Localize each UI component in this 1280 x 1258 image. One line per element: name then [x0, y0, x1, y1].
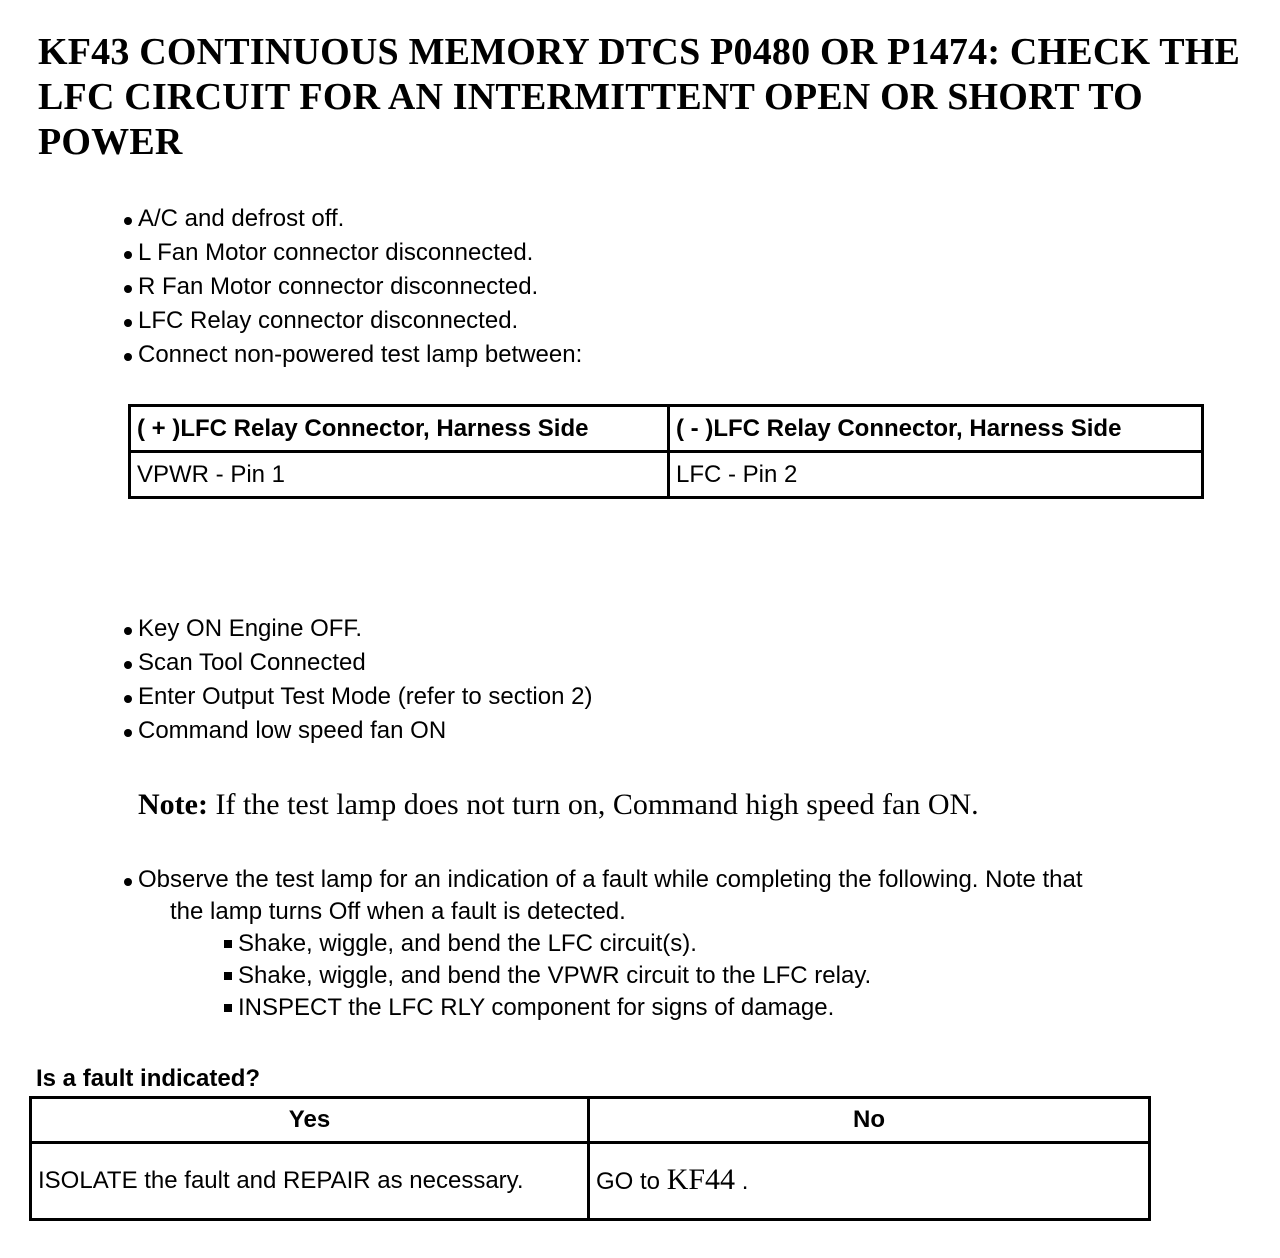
no-header: No	[589, 1098, 1150, 1143]
list-item: R Fan Motor connector disconnected.	[120, 270, 582, 304]
list-item: L Fan Motor connector disconnected.	[120, 236, 582, 270]
note-text: If the test lamp does not turn on, Command high speed fan ON.	[207, 788, 979, 821]
negative-terminal-pin: LFC - Pin 2	[669, 452, 1203, 498]
page-title: KF43 CONTINUOUS MEMORY DTCS P0480 OR P1474: CHECK THE LFC CIRCUIT FOR AN INTERMITTENT OPEN OR SHORT TO POWER	[38, 31, 1241, 163]
setup-conditions-list	[120, 202, 582, 372]
goto-kf44-link[interactable]: KF44	[666, 1163, 736, 1196]
no-action-prefix: GO to	[596, 1168, 667, 1195]
decision-question: Is a fault indicated?	[36, 1065, 261, 1092]
list-item: Enter Output Test Mode (refer to section 2)	[120, 680, 592, 714]
yes-header: Yes	[31, 1098, 589, 1143]
list-item: Key ON Engine OFF.	[120, 612, 592, 646]
list-item: Command low speed fan ON	[120, 714, 592, 748]
test-lamp-connection-table	[128, 404, 1204, 499]
observe-instruction	[120, 864, 1260, 928]
positive-terminal-header: ( + )LFC Relay Connector, Harness Side	[130, 406, 669, 452]
list-item: Scan Tool Connected	[120, 646, 592, 680]
decision-table	[29, 1096, 1151, 1221]
list-item: INSPECT the LFC RLY component for signs of damage.	[222, 992, 871, 1024]
inspection-steps-list	[222, 928, 871, 1024]
note-label: Note:	[138, 788, 208, 821]
list-item: Connect non-powered test lamp between:	[120, 338, 582, 372]
yes-action: ISOLATE the fault and REPAIR as necessary.	[31, 1143, 589, 1220]
observe-line-continued: the lamp turns Off when a fault is detected.	[170, 898, 626, 925]
positive-terminal-pin: VPWR - Pin 1	[130, 452, 669, 498]
negative-terminal-header: ( - )LFC Relay Connector, Harness Side	[669, 406, 1203, 452]
observe-line: Observe the test lamp for an indication of a fault while completing the following. Note that	[120, 864, 1260, 896]
list-item: Shake, wiggle, and bend the VPWR circuit to the LFC relay.	[222, 960, 871, 992]
no-action-suffix: .	[735, 1168, 749, 1195]
list-item: A/C and defrost off.	[120, 202, 582, 236]
note	[138, 786, 979, 824]
test-steps-list	[120, 612, 592, 748]
list-item: Shake, wiggle, and bend the LFC circuit(s).	[222, 928, 871, 960]
no-action	[589, 1143, 1150, 1220]
list-item: LFC Relay connector disconnected.	[120, 304, 582, 338]
